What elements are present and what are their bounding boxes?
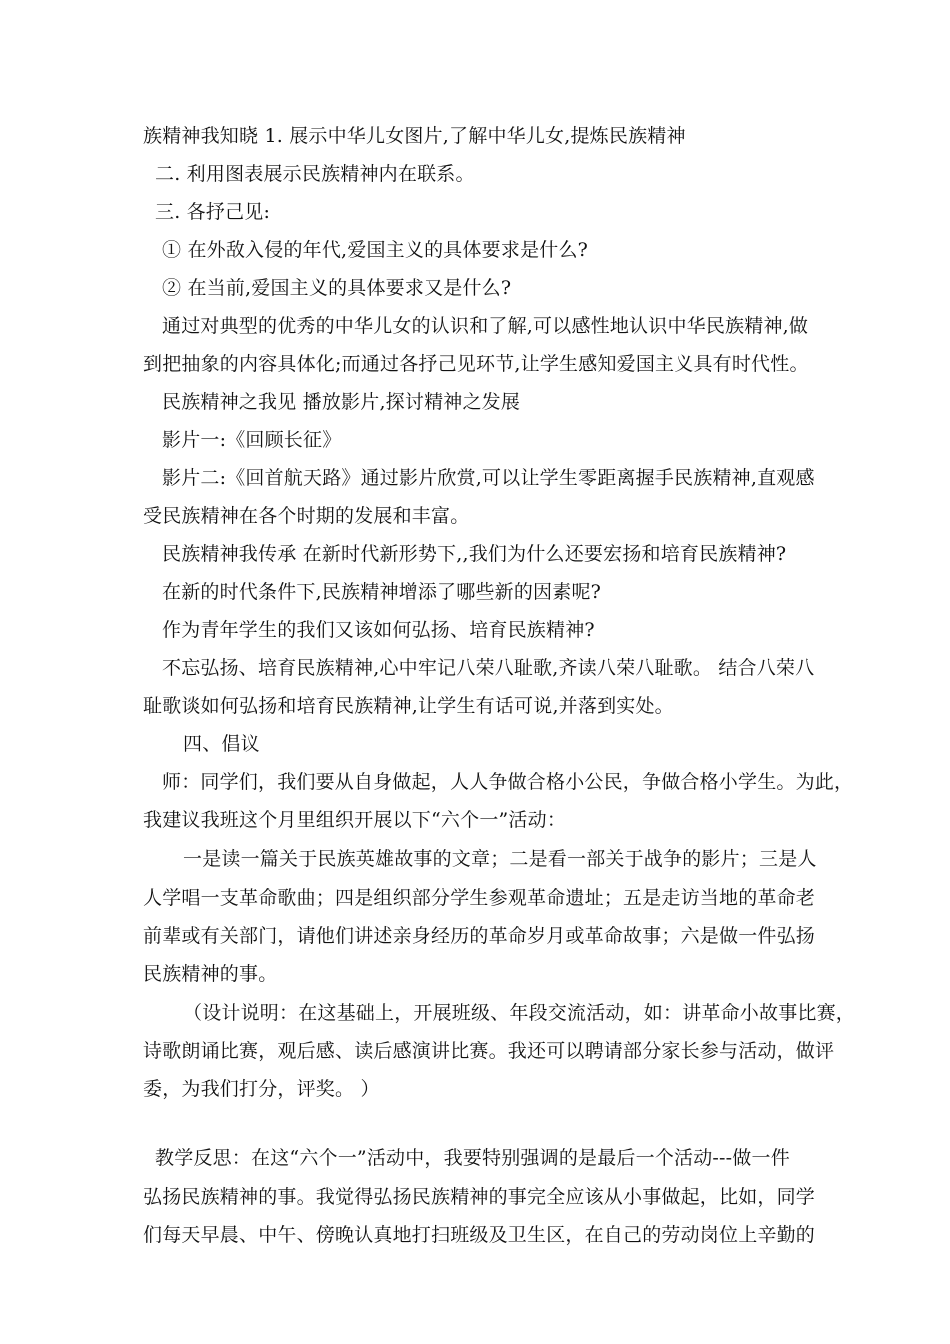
section-heading: 民族精神我传承 在新时代新形势下,,我们为什么还要宏扬和培育民族精神? xyxy=(162,543,787,565)
text-line: 人学唱一支革命歌曲；四是组织部分学生参观革命遗址；五是走访当地的革命老 xyxy=(143,887,816,909)
text-line: 不忘弘扬、培育民族精神,心中牢记八荣八耻歌,齐读八荣八耻歌。 结合八荣八 xyxy=(162,657,815,679)
text-line: 耻歌谈如何弘扬和培育民族精神,让学生有话可说,并落到实处。 xyxy=(143,695,674,717)
design-note: 委，为我们打分，评奖。 ） xyxy=(143,1078,380,1100)
text-line: 到把抽象的内容具体化;而通过各抒己见环节,让学生感知爱国主义具有时代性。 xyxy=(143,353,809,375)
text-line: 作为青年学生的我们又该如何弘扬、培育民族精神? xyxy=(162,619,595,641)
text-line: 通过对典型的优秀的中华儿女的认识和了解,可以感性地认识中华民族精神,做 xyxy=(162,315,809,337)
reflection-text: 弘扬民族精神的事。我觉得弘扬民族精神的事完全应该从小事做起，比如，同学 xyxy=(143,1186,816,1208)
text-line: 前辈或有关部门，请他们讲述亲身经历的革命岁月或革命故事；六是做一件弘扬 xyxy=(143,925,816,947)
text-line: 民族精神的事。 xyxy=(143,963,278,985)
text-line: 我建议我班这个月里组织开展以下“六个一”活动： xyxy=(143,809,567,831)
text-line: 一是读一篇关于民族英雄故事的文章；二是看一部关于战争的影片；三是人 xyxy=(183,848,817,870)
question-item: ② 在当前,爱国主义的具体要求又是什么? xyxy=(162,277,512,299)
design-note: （设计说明：在这基础上，开展班级、年段交流活动，如：讲革命小故事比赛， xyxy=(183,1002,856,1024)
question-item: ① 在外敌入侵的年代,爱国主义的具体要求是什么? xyxy=(162,239,589,261)
reflection-text: 们每天早晨、中午、傍晚认真地打扫班级及卫生区，在自己的劳动岗位上辛勤的 xyxy=(143,1224,816,1246)
text-line: 影片一:《回顾长征》 xyxy=(162,429,342,451)
reflection-text: 教学反思：在这“六个一”活动中，我要特别强调的是最后一个活动---做一件 xyxy=(155,1147,790,1169)
text-line: 师：同学们，我们要从自身做起，人人争做合格小公民，争做合格小学生。为此， xyxy=(162,771,854,793)
section-heading: 三. 各抒己见: xyxy=(155,201,271,223)
section-heading: 四、倡议 xyxy=(183,733,260,755)
section-heading: 二. 利用图表展示民族精神内在联系。 xyxy=(155,163,475,185)
text-line: 受民族精神在各个时期的发展和丰富。 xyxy=(143,505,470,527)
section-heading: 民族精神之我见 播放影片,探讨精神之发展 xyxy=(162,391,521,413)
text-line: 影片二:《回首航天路》通过影片欣赏,可以让学生零距离握手民族精神,直观感 xyxy=(162,467,815,489)
design-note: 诗歌朗诵比赛，观后感、读后感演讲比赛。我还可以聘请部分家长参与活动，做评 xyxy=(143,1040,835,1062)
text-line: 在新的时代条件下,民族精神增添了哪些新的因素呢? xyxy=(162,581,602,603)
text-line: 族精神我知晓 1. 展示中华儿女图片,了解中华儿女,提炼民族精神 xyxy=(143,125,686,147)
